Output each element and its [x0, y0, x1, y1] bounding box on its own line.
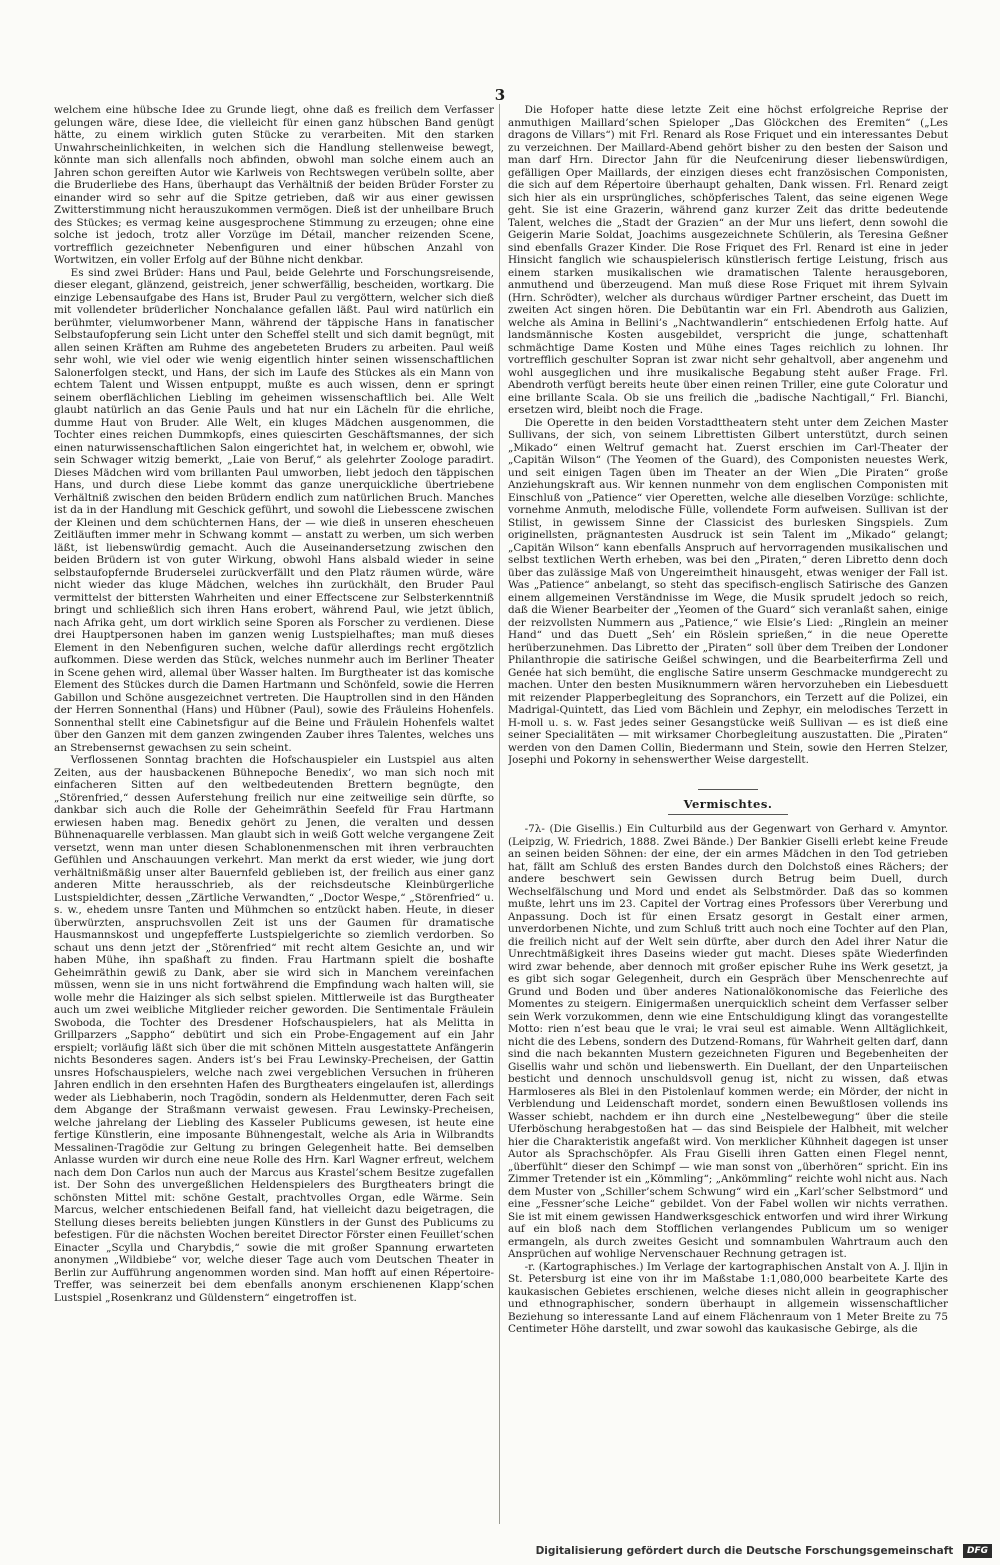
footer-text: Digitalisierung gefördert durch die Deutsche Forschungsgemeinschaft	[535, 1545, 954, 1557]
misc-paragraph: -7λ- (Die Gisellis.) Ein Culturbild aus der Gegenwart von Gerhard v. Amyntor. (Leipzig, W. Friedrich, 1888. Zwei Bände.) Der Bankier Giselli erlebt keine Freude an seinen beiden Söhnen: der eine, der ein armes Mädchen in den Tod getrieben hat, fällt am Schluß des ersten Bandes durch den Dolchstoß eines Rächers; der andere beschwert sein Gewissen durch Betrug beim Duell, durch Wechselfälschung und Mord und endet als Selbstmörder. Daß das so kommen mußte, lehrt uns im 23. Capitel der Vortrag eines Professors über Vererbung und Anpassung. Doch ist für einen Ersatz gesorgt in Gestalt einer armen, unverdorbenen Nichte, und zum Schluß tritt auch noch eine Tochter auf den Plan, die freilich nicht auf der Welt sein dürfte, aber durch den Adel ihrer Natur die Unrechtmäßigkeit ihres Daseins wieder gut macht. Dieses späte Wiederfinden wird zwar behende, aber dennoch mit großer epischer Ruhe ins Werk gesetzt, ja es gibt sich sogar Gelegenheit, durch ein Gespräch über Menschenrechte auf Grund und Boden und über anderes Nationalökonomische das Feierliche des Momentes zu steigern. Einigermaßen unerquicklich scheint dem Verfasser selber sein Werk vorzukommen, denn wie eine Entschuldigung klingt das vorangestellte Motto: rien n’est beau que le vrai; le vrai seul est aimable. Wenn Alltäglichkeit, nicht die des Lebens, sondern des Dutzend-Romans, für Wahrheit gelten darf, dann sind die nach bekannten Mustern gezeichneten Figuren und Begebenheiten der Gisellis wahr und schön und liebenswerth. Ein Duellant, der den Unparteiischen besticht und dennoch unschuldsvoll genug ist, nicht zu wissen, daß etwas Harmloseres als Blei in den Pistolenlauf kommen werde; ein Mörder, der nicht in Verblendung und Leidenschaft mordet, sondern einen Bewußtlosen vollends ins Wasser schiebt, nachdem er ihn durch eine „Nestelbewegung“ über die steile Uferböschung herabgestoßen hat — das sind Beispiele der Halbheit, mit welcher hier die Charakteristik angefaßt wird. Von merklicher Kühnheit dagegen ist unser Autor als Sprachschöpfer. Als Frau Giselli ihren Gatten einen Flegel nennt, „überfühlt“ dieser den Schimpf — wie man sonst von „überhören“ spricht. Ein ins Zimmer Tretender ist ein „Kömmling“; „Ankömmling“ reichte wohl nicht aus. Nach dem Muster von „Schiller’schem Schwung“ wird ein „Karl’scher Selbstmord“ und eine „Fessner’sche Leiche“ gebildet. Von der Fabel wollen wir nichts verrathen. Sie ist mit einem gewissen Handwerksgeschick entworfen und wird ihrer Wirkung auf ein bloß nach dem Stofflichen verlangendes Publicum um so weniger ermangeln, als durch zweites Gesicht und somnambulen Wahrtraum auch den Ansprüchen auf wohlige Nervenschauer Rechnung getragen ist.	[508, 823, 948, 1260]
heading-underline	[668, 814, 788, 815]
misc-paragraph: -r. (Kartographisches.) Im Verlage der kartographischen Anstalt von A. J. Iljin in St. Petersburg ist eine von ihr im Maßstabe 1:1,080,000 bearbeitete Karte des kaukasischen Gebietes erschienen, welche dieses nicht allein in geographischer und ethnographischer, sondern überhaupt in allgemein wissenschaftlicher Beziehung so interessante Land auf einem Flächenraum von 1 Meter Breite zu 75 Centimeter Höhe darstellt, und zwar sowohl das kaukasische Gebirge, als die	[508, 1260, 948, 1335]
article-paragraph: Die Operette in den beiden Vorstadttheatern steht unter dem Zeichen Master Sullivans, der sich, von seinem Librettisten Gilbert unterstützt, durch seinen „Mikado“ einen Weltruf gemacht hat. Zuerst erschien im Carl-Theater der „Capitän Wilson“ (The Yeomen of the Guard), des Componisten neuestes Werk, und seit einigen Tagen üben im Theater an der Wien „Die Piraten“ große Anziehungskraft aus. Wir kennen nunmehr von dem englischen Componisten mit Einschluß von „Patience“ vier Operetten, welche alle dieselben Vorzüge: schlichte, vornehme Anmuth, melodische Fülle, vollendete Form aufweisen. Sullivan ist der Stilist, in gewissem Sinne der Classicist des burlesken Singspiels. Zum originellsten, prägnantesten Ausdruck ist sein Talent im „Mikado“ gelangt; „Capitän Wilson“ kann ebenfalls Anspruch auf hervorragenden musikalischen und selbst textlichen Werth erheben, was bei den „Piraten,“ deren Libretto denn doch über das zulässige Maß von Ungereimtheit hinausgeht, etwas weniger der Fall ist. Was „Patience“ anbelangt, so steht das specifisch-englisch Satirische des Ganzen einem allgemeinen Verständnisse im Wege, die Musik sprudelt jedoch so reich, daß die Wiener Bearbeiter der „Yeomen of the Guard“ sich veranlaßt sahen, einige der reizvollsten Nummern aus „Patience,“ wie Elsie’s Lied: „Ringlein an meiner Hand“ und das Duett „Seh’ ein Röslein sprießen,“ in die neue Operette herüberzunehmen. Das Libretto der „Piraten“ soll über dem Treiben der Londoner Philanthropie die satirische Geißel schwingen, und die Bearbeiterfirma Zell und Genée hat sich bemüht, die englische Satire unserm Geschmacke mundgerecht zu machen. Unter den besten Musiknummern wären hervorzuheben ein Liebesduett mit reizender Plapperbegleitung des Sopranchors, ein Terzett auf die Polizei, ein Madrigal-Quintett, das Lied vom Bächlein und Zephyr, ein melodisches Terzett in H-moll u. s. w. Fast jedes seiner Gesangstücke weiß Sullivan — es ist dieß eine seiner Specialitäten — mit wirksamer Chorbegleitung auszustatten. Die „Piraten“ werden von den Damen Collin, Biedermann und Stein, sowie den Herren Stelzer, Josephi und Pokorny in sehenswerther Weise dargestellt.	[508, 416, 948, 766]
digitization-footer	[0, 1541, 992, 1561]
section-heading: Vermischtes.	[683, 796, 773, 811]
article-paragraph: Es sind zwei Brüder: Hans und Paul, beide Gelehrte und Forschungsreisende, dieser elegant, glänzend, geistreich, jener schwerfällig, bescheiden, wortkarg. Die einzige Lebensaufgabe des Hans ist, Bruder Paul zu vergöttern, welcher sich dieß mit vollendeter brüderlicher Nonchalance gefallen läßt. Paul wird natürlich ein berühmter, vielumworbener Mann, während der täppische Hans in fanatischer Selbstaufopferung sein Licht unter den Scheffel stellt und sich damit begnügt, mit allen seinen Kräften am Ruhme des angebeteten Bruders zu arbeiten. Paul weiß sehr wohl, wie viel oder wie wenig eigentlich hinter seinen wissenschaftlichen Salonerfolgen steckt, und Hans, der sich im Laufe des Stückes als ein Mann von echtem Talent und Wissen entpuppt, mußte es auch wissen, denn er springt seinem oberflächlichen Liebling im geheimen wissenschaftlich bei. Alle Welt glaubt natürlich an das Genie Pauls und hat nur ein Lächeln für die ehrliche, dumme Haut von Bruder. Alle Welt, ein kluges Mädchen ausgenommen, die Tochter eines reichen Dummkopfs, eines quiescirten Geschäftsmannes, der sich einen naturwissenschaftlichen Salon eingerichtet hat, in welchem er, obwohl, wie sein Schwager witzig bemerkt, „Laie von Beruf,“ als gelehrter Zoologe paradirt. Dieses Mädchen wird vom brillanten Paul umworben, liebt jedoch den täppischen Hans, und durch diese Liebe kommt das ganze unerquickliche übertriebene Verhältniß zwischen den beiden Brüdern endlich zum natürlichen Bruch. Manches ist da in der Handlung mit Geschick geführt, und sowohl die Liebesscene zwischen der Kleinen und dem schüchternen Hans, der — wie dieß in unseren ehescheuen Zeitläuften immer mehr in Schwang kommt — anstatt zu werben, um sich werben läßt, ist liebenswürdig gemacht. Auch die Auseinandersetzung zwischen den beiden Brüdern ist von guter Wirkung, obwohl Hans alsbald wieder in seine selbstaufopfernde Bruderselei zurückverfällt und den Platz räumen würde, wäre nicht wieder das kluge Mädchen, welches ihn zurückhält, den Bruder Paul vermittelst der bittersten Wahrheiten und einer Effectscene zur Selbsterkenntniß bringt und schließlich sich ihren Hans erobert, während Paul, wie jetzt üblich, nach Afrika geht, um dort wirklich seine Sporen als Forscher zu verdienen. Diese drei Hauptpersonen haben im ganzen wenig Lustspielhaftes; man muß dieses Element in den Nebenfiguren suchen, welche dafür allerdings recht ergötzlich aufkommen. Diese werden das Stück, welches nunmehr auch im Berliner Theater in Scene gehen wird, allemal über Wasser halten. Im Burgtheater ist das komische Element des Stückes durch die Damen Hartmann und Schönfeld, sowie die Herren Gabillon und Schöne ausgezeichnet vertreten. Die Hauptrollen sind in den Händen der Herren Sonnenthal (Hans) und Hübner (Paul), sowie des Fräuleins Hohenfels. Sonnenthal stellt eine Cabinetsfigur auf die Beine und Fräulein Hohenfels waltet über den Ganzen mit dem ganzen zwingenden Zauber ihres Talentes, welches uns an Strebensernst gewachsen zu sein scheint.	[54, 266, 494, 754]
left-column	[54, 104, 494, 1524]
right-column	[508, 104, 948, 1524]
article-paragraph: welchem eine hübsche Idee zu Grunde liegt, ohne daß es freilich dem Verfasser gelungen wäre, diese Idee, die vielleicht für einen ganz hübschen Band genügt hätte, zu einem wirklich guten Stücke zu verarbeiten. Mit den starken Unwahrscheinlichkeiten, in welchen sich die Handlung stellenweise bewegt, könnte man sich allenfalls noch abfinden, obwohl man solche einem auch an Jahren schon gereiften Autor wie Karlweis von Rechtswegen verübeln sollte, aber die Bruderliebe des Hans, überhaupt das Verhältniß der beiden Brüder Forster zu einander wird so sehr auf die Spitze getrieben, daß wir aus einer gewissen Zwitterstimmung nicht herauszukommen vermögen. Dieß ist der unheilbare Bruch des Stückes; es vermag keine ausgesprochene Stimmung zu erzeugen; ohne eine solche ist jedoch, trotz aller Vorzüge im Détail, mancher reizenden Scene, vortrefflich gezeichneter Nebenfiguren und einer hübschen Anzahl von Wortwitzen, ein voller Erfolg auf der Bühne nicht denkbar.	[54, 104, 494, 266]
column-divider	[499, 104, 500, 1524]
dfg-logo: DFG	[963, 1544, 992, 1558]
article-paragraph: Verflossenen Sonntag brachten die Hofschauspieler ein Lustspiel aus alten Zeiten, aus der hausbackenen Bühnepoche Benedix’, wo man sich noch mit einfacheren Sitten auf den weltbedeutenden Brettern begnügte, den „Störenfried,“ dessen Auferstehung freilich nur eine zeitweilige sein dürfte, so dankbar sich auch die Rolle der Geheimräthin Seefeld für Frau Hartmann erwiesen haben mag. Benedix gehört zu Jenen, die veralten und dessen Bühnenaquarelle verblassen. Man glaubt sich in weiß Gott welche vergangene Zeit versetzt, wenn man unter diesen Schablonenmenschen mit ihren verbrauchten Gefühlen und Anschauungen verkehrt. Man merkt da erst wieder, wie jung dort verhältnißmäßig unser alter Bauernfeld geblieben ist, der freilich aus einer ganz anderen Mitte herausschrieb, als der reichsdeutsche Kleinbürgerliche Lustspieldichter, dessen „Zärtliche Verwandten,“ „Doctor Wespe,“ „Störenfried“ u. s. w., ehedem unsre Tanten und Mühmchen so entzückt haben. Heute, in dieser überwürzten, anspruchsvollen Zeit ist uns der Gaumen für dramatische Hausmannskost und ungepfefferte Lustspielgerichte so ziemlich verdorben. So schaut uns denn jetzt der „Störenfried“ mit recht altem Gesichte an, und wir haben Mühe, ihn spaßhaft zu finden. Frau Hartmann spielt die boshafte Geheimräthin gewiß zu Dank, aber sie wird sich in Manchem vereinfachen müssen, wenn sie in uns nicht fortwährend die Empfindung wach halten will, sie wolle mehr die Haizinger als sich selbst spielen. Mittlerweile ist das Burgtheater auch um zwei weibliche Mitglieder reicher geworden. Die Sentimentale Fräulein Swoboda, die Tochter des Dresdener Hofschauspielers, hat als Melitta in Grillparzers „Sappho“ debütirt und sich ein Probe-Engagement auf ein Jahr erspielt; vorläufig läßt sich über die mit schönen Mitteln ausgestattete Anfängerin nichts Besonderes sagen. Anders ist’s bei Frau Lewinsky-Precheisen, der Gattin unsres Hofschauspielers, welche nach zwei vergeblichen Versuchen in früheren Jahren endlich in den ersehnten Hafen des Burgtheaters eingelaufen ist, allerdings weder als Liebhaberin, noch Tragödin, sondern als Heldenmutter, deren Fach seit dem Abgange der Straßmann verwaist gewesen. Frau Lewinsky-Precheisen, welche jahrelang der Liebling des Kasseler Publicums gewesen, ist heute eine fertige Künstlerin, eine imposante Bühnengestalt, welche als Aria in Wilbrandts Messalinen-Tragödie zur Geltung zu bringen Gelegenheit hatte. Bei demselben Anlasse wurden wir durch eine neue Rolle des Hrn. Karl Wagner erfreut, welchem nach dem Don Carlos nun auch der Marcus aus Krastel’schem Besitze zugefallen ist. Der Sohn des unvergeßlichen Heldenspielers des Burgtheaters bringt die schönsten Mittel mit: schöne Gestalt, prachtvolles Organ, edle Wärme. Sein Marcus, welcher entschiedenen Beifall fand, hat vielleicht dazu beigetragen, die Stellung dieses bereits beliebten jungen Künstlers in der Gunst des Publicums zu befestigen. Für die nächsten Wochen bereitet Director Förster einen Feuillet’schen Einacter „Scylla und Charybdis,“ sowie die mit großer Spannung erwarteten anonymen „Wildbiebe“ vor, welche dieser Tage auch vom Deutschen Theater in Berlin zur Aufführung angenommen worden sind. Man hofft auf einen Répertoire-Treffer, was seinerzeit bei dem ebenfalls anonym erschienenen Klapp’schen Lustspiel „Rosenkranz und Güldenstern“ eingetroffen ist.	[54, 754, 494, 1304]
section-divider	[698, 789, 758, 790]
page-number: 3	[494, 86, 506, 104]
article-paragraph: Die Hofoper hatte diese letzte Zeit eine höchst erfolgreiche Reprise der anmuthigen Maillard’schen Spieloper „Das Glöckchen des Eremiten“ („Les dragons de Villars“) mit Frl. Renard als Rose Friquet und ein interessantes Debut zu verzeichnen. Der Maillard-Abend gehört bisher zu den besten der Saison und man darf Hrn. Director Jahn für die Neufcenirung dieser liebenswürdigen, gefälligen Oper Maillards, der einzigen dieses echt französischen Componisten, die sich auf dem Répertoire überhaupt gehalten, Dank wissen. Frl. Renard zeigt sich hier als ein ursprüngliches, schöpferisches Talent, das seine eigenen Wege geht. Sie ist eine Grazerin, während ganz kurzer Zeit das dritte bedeutende Talent, welches die „Stadt der Grazien“ an der Mur uns liefert, denn sowohl die Geigerin Marie Soldat, Joachims ausgezeichnete Schülerin, als Teresina Geßner sind ebenfalls Grazer Kinder. Die Rose Friquet des Frl. Renard ist eine in jeder Hinsicht fanglich wie schauspielerisch künstlerisch fertige Leistung, frisch aus einem starken musikalischen wie dramatischen Talente herausgeboren, anmuthend und überzeugend. Man muß diese Rose Friquet mit ihrem Sylvain (Hrn. Schrödter), welcher als durchaus würdiger Partner erscheint, das Duett im zweiten Act singen hören. Die Debütantin war ein Frl. Abendroth aus Galizien, welche als Amina in Bellini’s „Nachtwandlerin“ entschiedenen Erfolg hatte. Auf landsmännische Kosten ausgebildet, verspricht die junge, schattenhaft schmächtige Dame Kosten und Mühe eines Tages reichlich zu lohnen. Ihr vortrefflich geschulter Sopran ist zwar nicht sehr gehaltvoll, aber angenehm und wohl ausgeglichen und ihre musikalische Begabung steht außer Frage. Frl. Abendroth verfügt bereits heute über einen reinen Triller, eine gute Coloratur und eine brillante Scala. Ob sie uns freilich die „badische Nachtigall,“ Frl. Bianchi, ersetzen wird, bleibt noch die Frage.	[508, 104, 948, 416]
